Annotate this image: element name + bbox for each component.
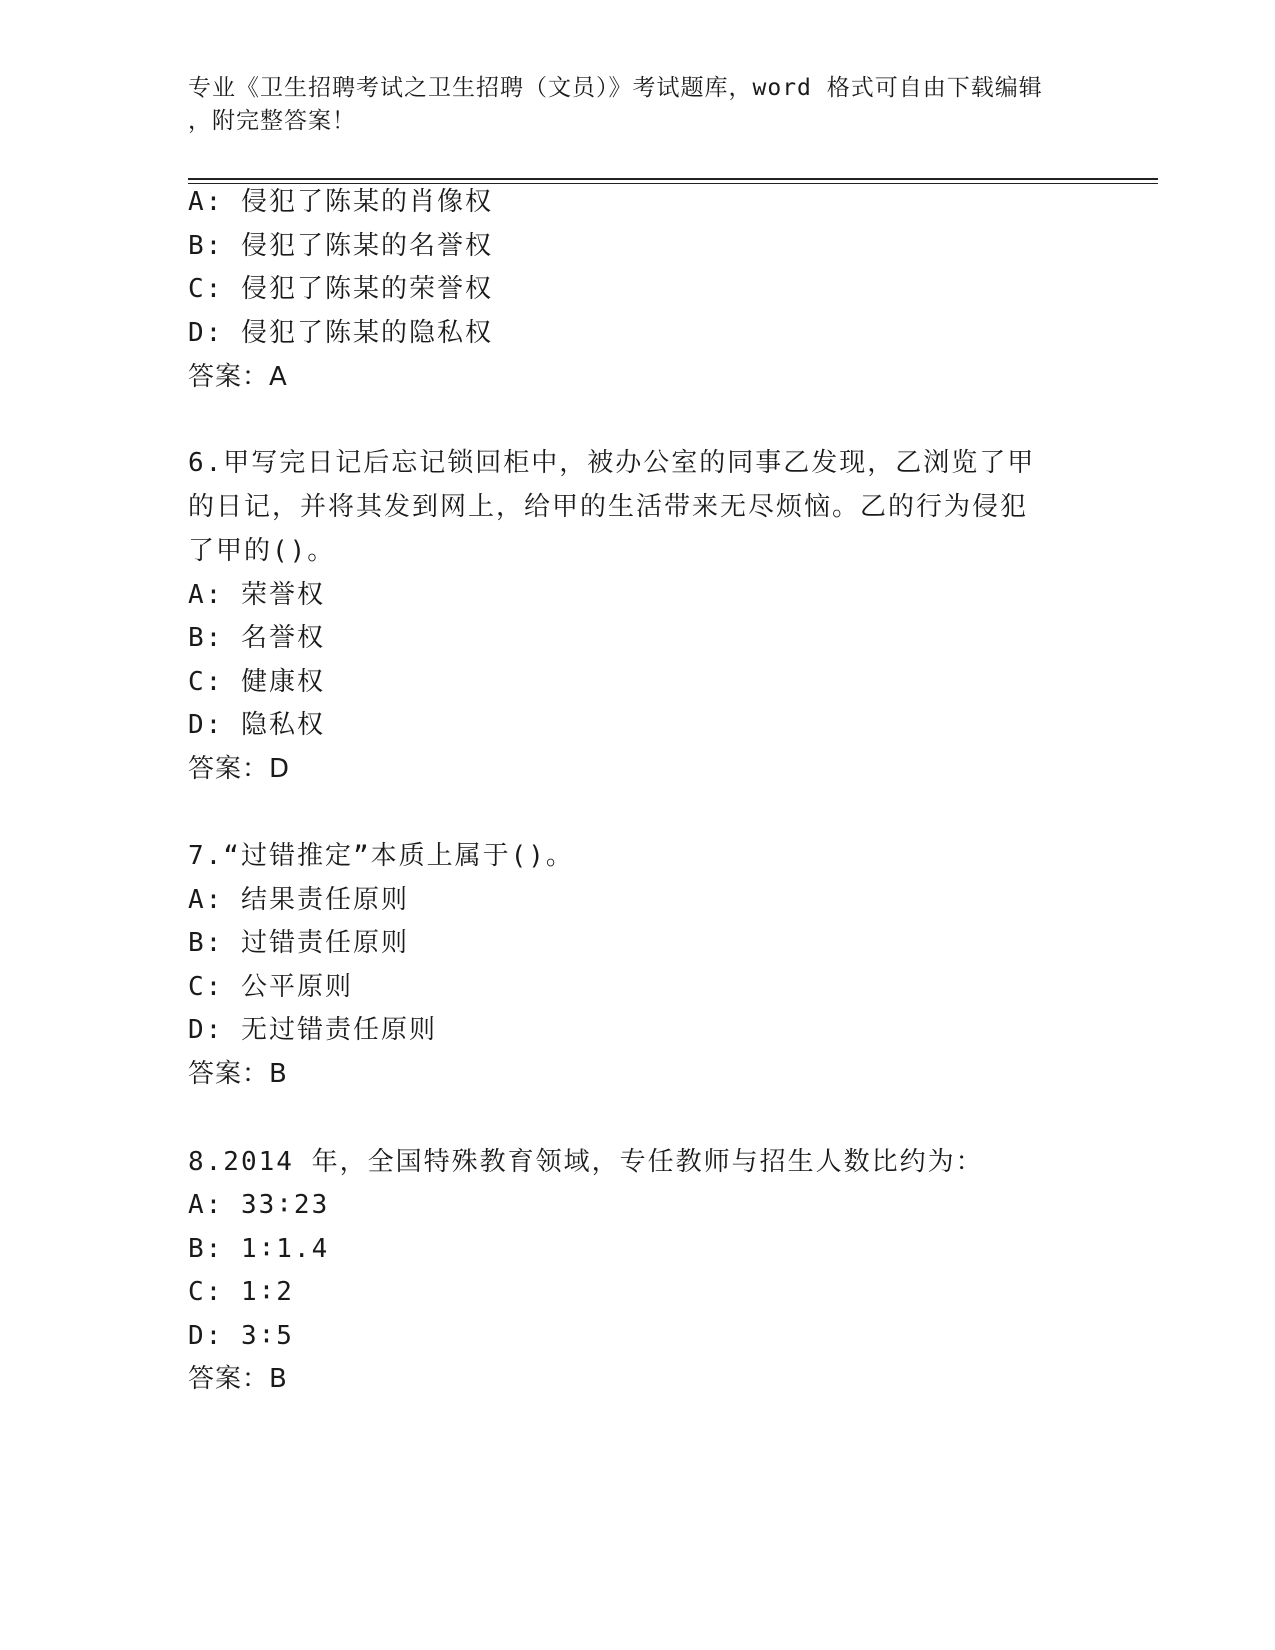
q8-option-b: B: 1∶1.4 — [188, 1234, 330, 1264]
q5-option-a: A: 侵犯了陈某的肖像权 — [188, 187, 493, 217]
q8-option-c: C: 1∶2 — [188, 1277, 294, 1307]
q6-text-line-2: 的日记，并将其发到网上，给甲的生活带来无尽烦恼。乙的行为侵犯 — [188, 492, 1029, 522]
q7-option-c: C: 公平原则 — [188, 972, 353, 1002]
q7-option-d: D: 无过错责任原则 — [188, 1015, 437, 1045]
q6-text-line-1: 6.甲写完日记后忘记锁回柜中，被办公室的同事乙发现，乙浏览了甲 — [188, 448, 1036, 478]
q6-answer: 答案：D — [188, 754, 291, 784]
header-line-1: 专业《卫生招聘考试之卫生招聘（文员）》考试题库，word 格式可自由下载编辑 — [188, 75, 1043, 101]
q7-question: 7.“过错推定”本质上属于()。 — [188, 841, 574, 871]
q7-option-b: B: 过错责任原则 — [188, 928, 409, 958]
header-line-2: ，附完整答案！ — [188, 108, 356, 134]
q8-answer: 答案：B — [188, 1364, 288, 1394]
q5-option-c: C: 侵犯了陈某的荣誉权 — [188, 274, 493, 304]
q6-option-c: C: 健康权 — [188, 667, 325, 697]
document-header — [188, 72, 1088, 138]
q6-option-b: B: 名誉权 — [188, 623, 325, 653]
q7-answer: 答案：B — [188, 1059, 288, 1089]
q5-option-d: D: 侵犯了陈某的隐私权 — [188, 318, 493, 348]
q7-option-a: A: 结果责任原则 — [188, 885, 409, 915]
q6-option-d: D: 隐私权 — [188, 710, 325, 740]
q5-option-b: B: 侵犯了陈某的名誉权 — [188, 231, 493, 261]
q8-question: 8.2014 年，全国特殊教育领域，专任教师与招生人数比约为： — [188, 1147, 984, 1177]
q5-answer: 答案：A — [188, 362, 288, 392]
q6-option-a: A: 荣誉权 — [188, 580, 325, 610]
q8-option-d: D: 3∶5 — [188, 1321, 294, 1351]
q6-text-line-3: 了甲的()。 — [188, 536, 336, 566]
q8-option-a: A: 33∶23 — [188, 1190, 330, 1220]
